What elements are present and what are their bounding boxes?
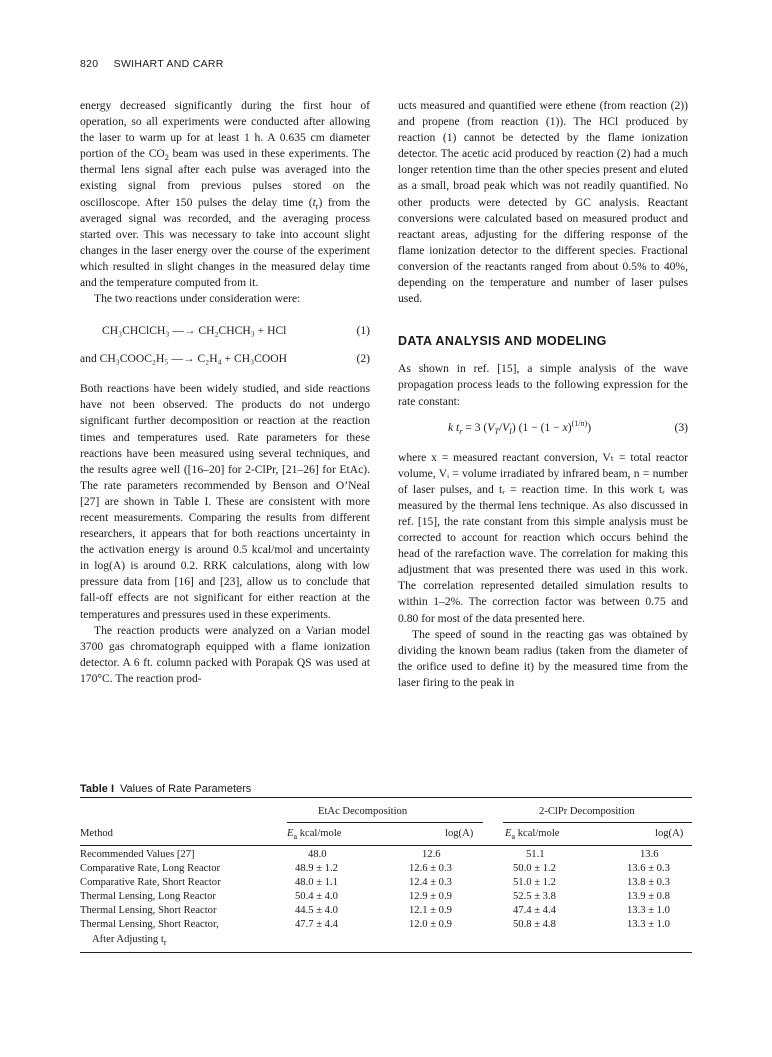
paragraph: Both reactions have been widely studied, and side reactions have not been observed. The products do not undergo significant further decomposition or reaction at the reaction times and temperatures used. Rate parameters for these reactions have been measured using several techniques, and the results agree well ([16–20] for 2-ClPr, [21–26] for EtAc). The rate parameters recommended by Benson and O’Neal [27] are shown in Table I. These are consistent with more recent measurements. Comparing the results from different researchers, it appears that for both reactions uncertainty in the activation energy is around 0.5 kcal/mol and uncertainty in log(A) is around 0.2. RRK calculations, along with low pressure data from [16] and [23], allow us to conclude that fall-off effects are not significant for either reaction at the temperatures and pressures used in these experiments.: [80, 382, 370, 621]
left-column: [80, 98, 370, 687]
paragraph: The speed of sound in the reacting gas was obtained by dividing the known beam radius (taken from the diameter of the orifice used to define it) by the measured time from the laser firing to the peak in: [398, 627, 688, 689]
section-heading: DATA ANALYSIS AND MODELING: [398, 334, 607, 349]
paragraph: ucts measured and quantified were ethene (from reaction (2)) and propene (from reaction (1)). The HCl produced by reaction (1) cannot be detected by the flame ionization detector. The acetic acid produced by reaction (2) had a much longer retention time than the other species present and eluted as a small, broad peak which was not readily quantified. No other products were detected by GC analysis. Reactant conversions were calculated based on measured product and reactant areas, adjusting for the differing response of the flame ionization detector to the different species. Fractional conversion of the reactants ranged from about 0.5% to 40%, depending on the temperature and number of laser pulses used.: [398, 99, 688, 306]
column-header-ea: $E_a$ kcal/mole: [505, 828, 560, 841]
running-title: SWIHART AND CARR: [113, 58, 224, 70]
column-header-loga: log(A): [445, 828, 474, 839]
column-header-loga: log(A): [655, 828, 684, 839]
equation-2: and CH₃COOC₂H₅ —→ C₂H₄ + CH₃COOH (2): [80, 352, 370, 366]
right-column: [398, 98, 688, 691]
paragraph: The two reactions under consideration were:: [94, 292, 301, 306]
column-header-ea: $E_a$ kcal/mole: [287, 828, 342, 841]
paragraph: energy decreased significantly during the first hour of operation, so all experiments were conducted after allowing the laser to warm up for at least 1 h. A 0.635 cm diameter portion of the $CO_2$ beam was used in these experiments. The thermal lens signal after each pulse was averaged into the existing signal from previous pulses stored on the oscilloscope. After 150 pulses the delay time $(t_r)$ from the averaged signal was recorded, and the averaging process started over. This was necessary to take into account slight changes in the laser energy over the course of the experiment which resulted in slight changes in the measured delay time and the temperature computed from it.: [80, 99, 371, 290]
equation-3: k $t_r = 3$ $(V_T/V_I) (1 - (1 - x)^{(1/n)})$ (3): [448, 418, 688, 436]
column-header-method: Method: [80, 828, 113, 839]
group-header-etac: EtAc Decomposition: [318, 806, 408, 817]
table-caption: Table I Values of Rate Parameters: [80, 783, 252, 795]
equation-1: CH₃CHClCH₃ —→ CH₂CHCH₃ + HCl (1): [102, 324, 370, 338]
page-number: 820: [80, 58, 99, 70]
paragraph: The reaction products were analyzed on a Varian model 3700 gas chromatograph equipped with a flame ionization detector. A 6 ft. column packed with Porapak QS was used at 170°C. The reaction prod-: [80, 623, 370, 685]
paragraph: where x = measured reactant conversion, Vₜ = total reactor volume, Vᵢ = volume irradiated by infrared beam, n = number of laser pulses, and tᵣ = reaction time. In this work tᵣ was measured by the thermal lens technique. As also discussed in ref. [15], the rate constant from this simple analysis must be corrected to account for reaction which occurs behind the head of the rarefaction wave. The correlation for making this adjustment that was presented there was used in this work. The correlation represented detailed simulation results to within 1–2%. The correction factor was between 0.75 and 0.80 for most of the data presented here.: [398, 450, 688, 625]
running-header: [80, 58, 224, 70]
group-header-2clpr: 2-ClPr Decomposition: [539, 806, 635, 817]
paragraph: As shown in ref. [15], a simple analysis of the wave propagation process leads to the following expression for the rate constant:: [398, 362, 688, 408]
